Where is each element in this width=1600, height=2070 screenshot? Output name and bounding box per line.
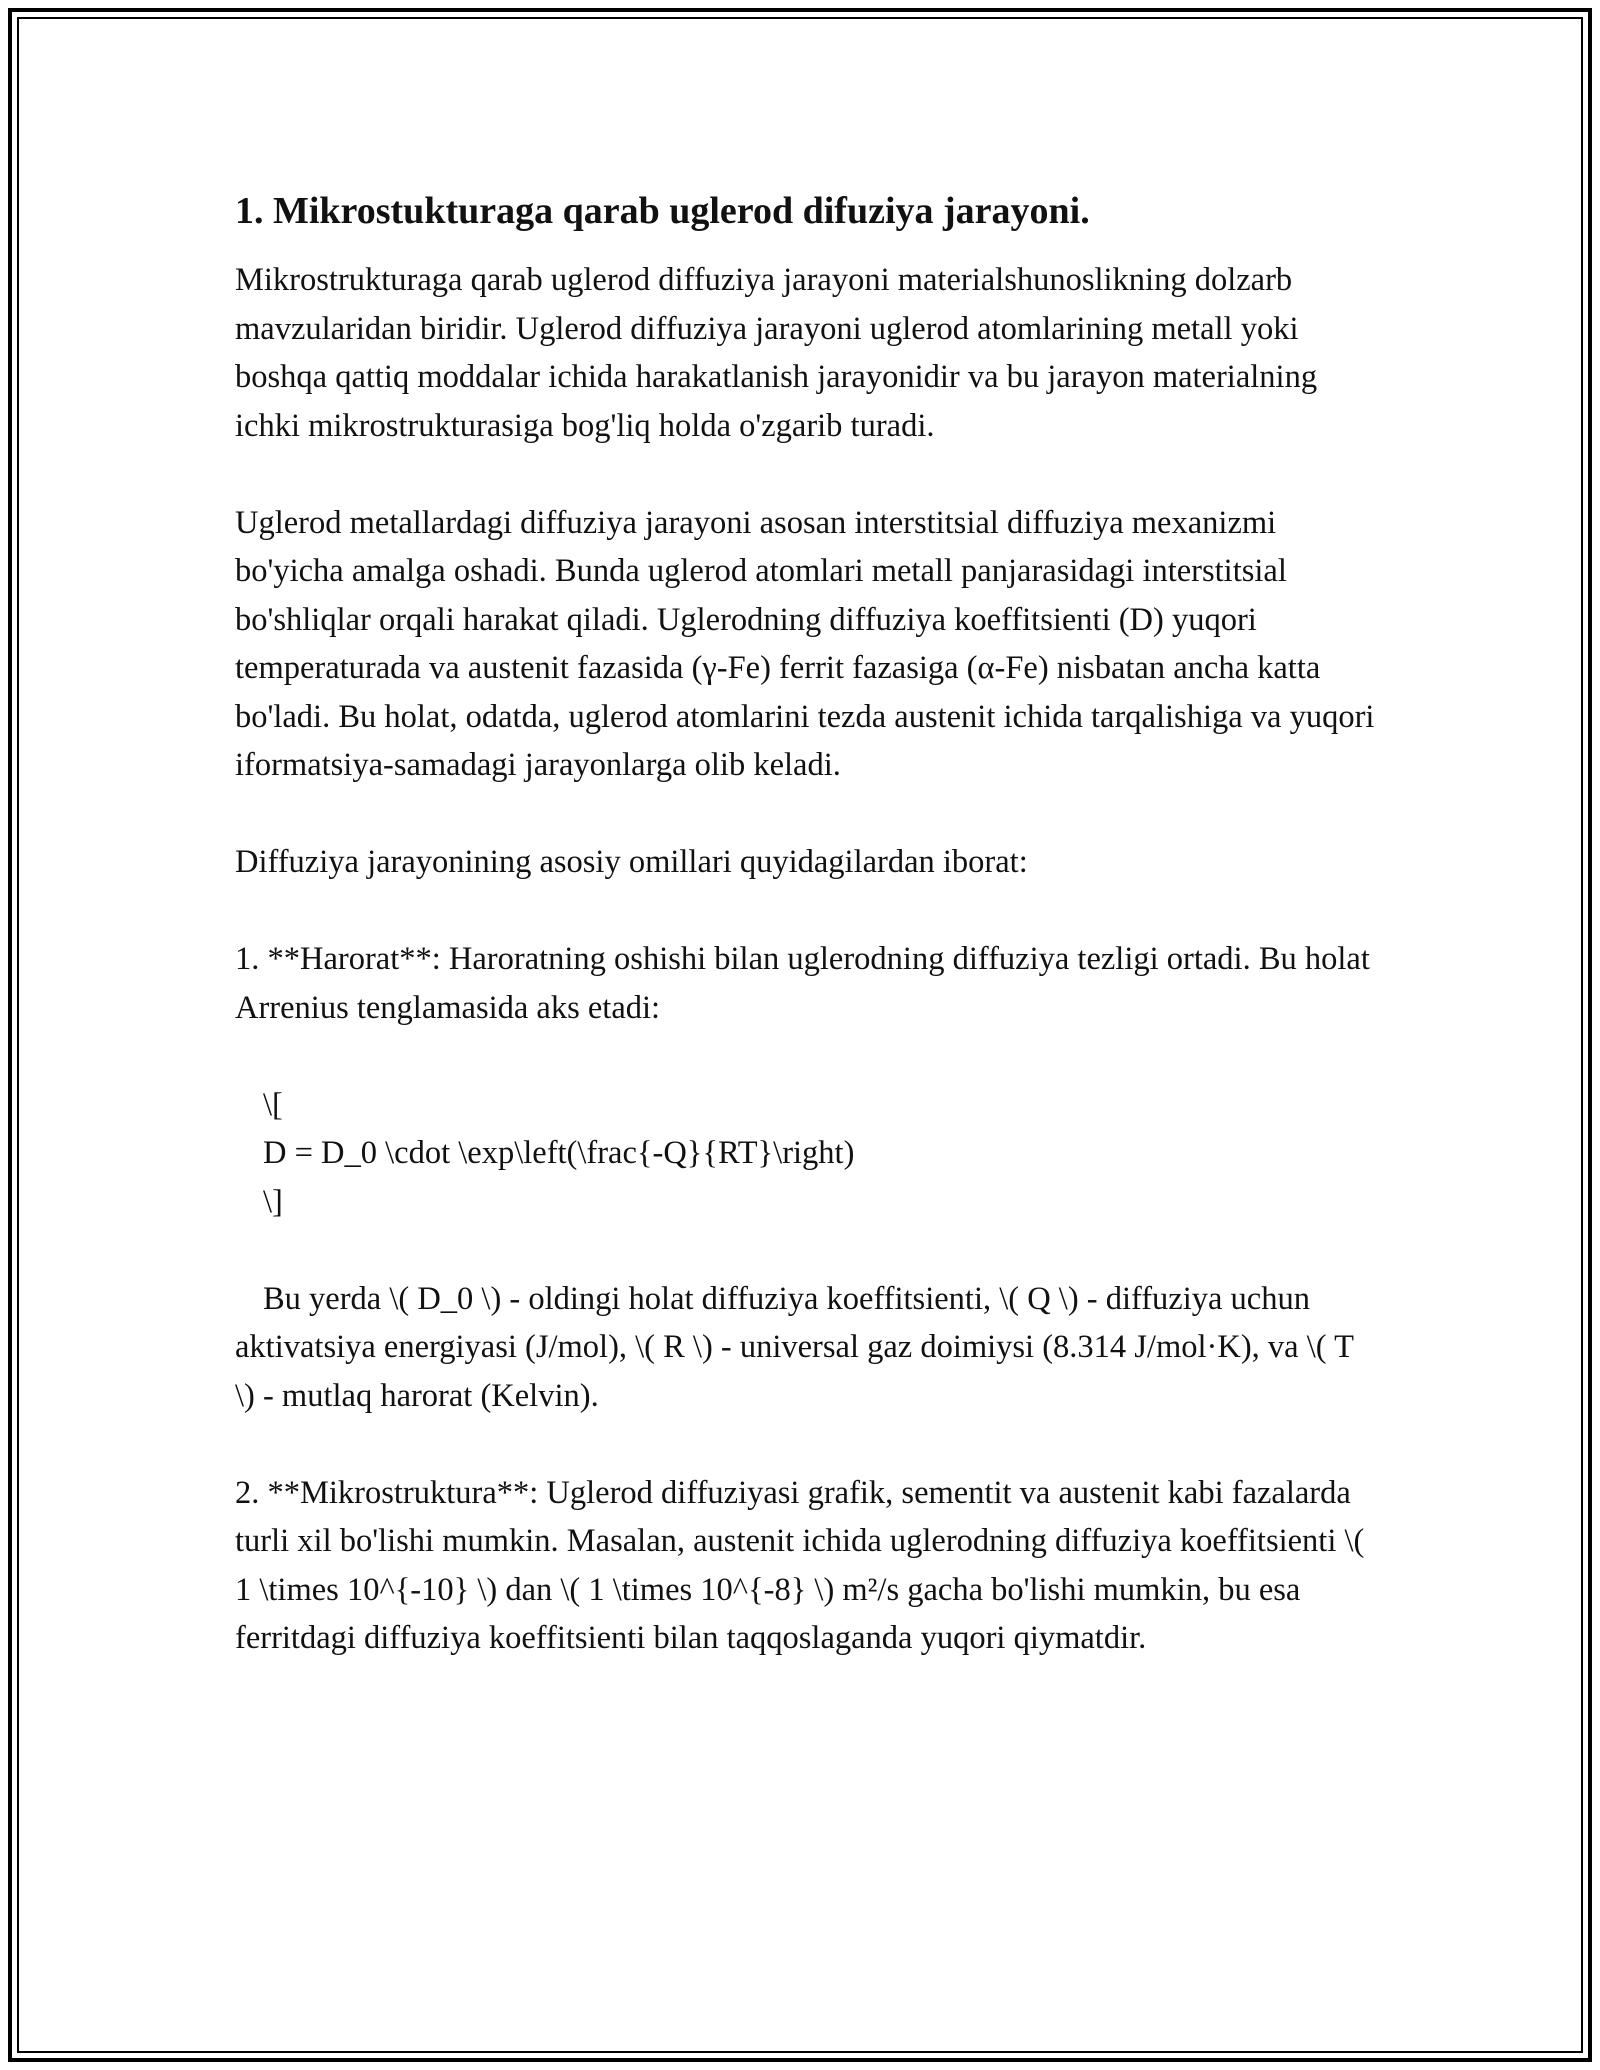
formula-open: \[ — [263, 1086, 283, 1123]
paragraph-intro: Mikrostrukturaga qarab uglerod diffuziya jarayoni materialshunoslikning dolzarb mavzularidan biridir. Uglerod diffuziya jarayoni uglerod atomlarining metall yoki boshqa qattiq moddalar ichida harakatlanish jarayonidir va bu jarayon materialning ichki mikrostrukturasiga bog'liq holda o'zgarib turadi. — [235, 262, 1326, 444]
paragraph-formula-explanation: Bu yerda \( D_0 \) - oldingi holat diffuziya koeffitsienti, \( Q \) - diffuziya uchun aktivatsiya energiyasi (J/mol), \( R \) - universal gaz doimiysi (8.314 J/mol·K), va \( T \) - mutlaq harorat (Kelvin). — [235, 1280, 1362, 1414]
list-item-temperature: 1. **Harorat**: Haroratning oshishi bilan uglerodning diffuziya tezligi ortadi. Bu holat Arrenius tenglamasida aks etadi: — [235, 941, 1377, 1026]
formula-body: D = D_0 \cdot \exp\left(\frac{-Q}{RT}\right) — [263, 1135, 855, 1171]
document-title: 1. Mikrostukturaga qarab uglerod difuziya jarayoni. — [235, 190, 1090, 232]
formula-block — [235, 1081, 1375, 1227]
paragraph-factors-intro: Diffuziya jarayonining asosiy omillari quyidagilardan iborat: — [235, 844, 1028, 880]
list-item-microstructure: 2. **Mikrostruktura**: Uglerod diffuziyasi grafik, sementit va austenit kabi fazalarda turli xil bo'lishi mumkin. Masalan, austenit ichida uglerodning diffuziya koeffitsienti \( 1 \times 10^{-10} \) dan \( 1 \times 10^{-8} \) m²/s gacha bo'lishi mumkin, bu esa ferritdagi diffuziya koeffitsienti bilan taqqoslaganda yuqori qiymatdir. — [235, 1474, 1373, 1656]
paragraph-mechanism: Uglerod metallardagi diffuziya jarayoni asosan interstitsial diffuziya mexanizmi bo'yicha amalga oshadi. Bunda uglerod atomlari metall panjarasidagi interstitsial bo'shliqlar orqali harakat qiladi. Uglerodning diffuziya koeffitsienti (D) yuqori temperaturada va austenit fazasida (γ-Fe) ferrit fazasiga (α-Fe) nisbatan ancha katta bo'ladi. Bu holat, odatda, uglerod atomlarini tezda austenit ichida tarqalishiga va yuqori iformatsiya-samadagi jarayonlarga olib keladi. — [235, 504, 1383, 783]
formula-close: \] — [263, 1183, 283, 1220]
document-body — [235, 188, 1383, 1711]
